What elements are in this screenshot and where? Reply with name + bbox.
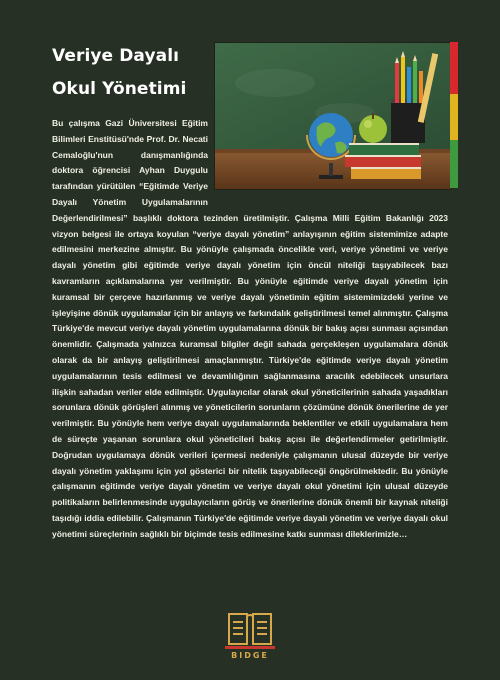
edge-bar-yellow bbox=[450, 94, 458, 140]
publisher-logo bbox=[225, 608, 275, 663]
book-title: Veriye Dayalı Okul Yönetimi bbox=[52, 46, 187, 99]
edge-bar-green bbox=[450, 140, 458, 188]
description-paragraph: Bu çalışma Gazi Üniversitesi Eğitim Bilimleri Enstitüsü'nde Prof. Dr. Necati Cemaloğlu'nun danışmanlığında doktora öğrencisi Ayhan Duygulu tarafından yürütülen “Eğitimde Veriye Dayalı Yönetim Uygulamalarının Değerlendirilmesi” başlıklı doktora tezinden üretilmiştir. Çalışma Milli Eğitim Bakanlığı 2023 vizyon belgesi ile ortaya koyulan “veriye dayalı yönetim” anlayışının eğitim sistemimize adapte edilmesini merkezine almıştır. Bu yönüyle çalışmada öncelikle veri, veriye yönetimi ve veriye dayalı yönetim gibi eğitimde veriye dayalı yönetim için öncül niteliği taşıyabilecek bazı kavramların açıklamalarına yer verilmiştir. Bu yönüyle eğitimde veriye dayalı yönetim için kuramsal bir çerçeve hazırlanmış ve veriye dayalı yönetimin eğitim sistemimizdeki yerine ve işleyişine dönük uygulamalar için bir anlayış ve farkındalık geliştirilmesi temel alınmıştır. Çalışma Türkiye'de mevcut veriye dayalı yönetim uygulamalarına dönük bir bakış açısı sunması açısından önemlidir. Çalışmada yalnızca kuramsal bilgiler değil sahada gerçekleşen uygulamalara dönük olarak da bir anlayış geliştirilmesi amaçlanmıştır. Türkiye'de eğitimde veriye dayalı yönetim uygulamalarının tesis edilmesi ve devamlılığının sağlanmasına aracılık edebilecek unsurlara ilişkin sahadan veriler elde edilmiştir. Uygulayıcılar olarak okul yöneticilerinin sahada yaşadıkları sorunlara dönük görüşleri alınmış ve yöneticilerin sorunların çözümüne dönük önerilerine de yer verilmiştir. Bu yönüyle hem veriye dayalı uygulamalarında beklentiler ve etkili uygulamalara hem de süreçte yaşanan sorunlara okul yöneticileri bakış açısı ile değerlendirmeler getirilmiştir. Doğrudan uygulamaya dönük verileri içermesi nedeniyle çalışmanın ulusal düzeyde bir veriye dayalı yönetim yaklaşımı için yol gösterici bir nitelik taşıyabileceği öngörülmektedir. Bu yönüyle çalışmanın eğitimde veriye dayalı yönetim ve veriye dayalı okul yönetimi için ulusal düzeyde politikaların belirlenmesinde uygulayıcıların görüş ve önerilerine dönük önemli bir kaynak niteliği taşıdığı iddia edilebilir. Çalışmanın Türkiye'de eğitimde veriye dayalı yönetim ve veriye dayalı okul yönetimi süreçlerinin sağlıklı bir biçimde tesis edilmesine katkı sunması dileklerimizle… bbox=[52, 118, 448, 539]
description-text-block bbox=[52, 116, 448, 543]
open-book-icon bbox=[225, 608, 275, 650]
edge-bar-red bbox=[450, 42, 458, 94]
publisher-logo-text: BIDGE bbox=[231, 651, 269, 660]
photo-float-spacer bbox=[208, 116, 448, 202]
